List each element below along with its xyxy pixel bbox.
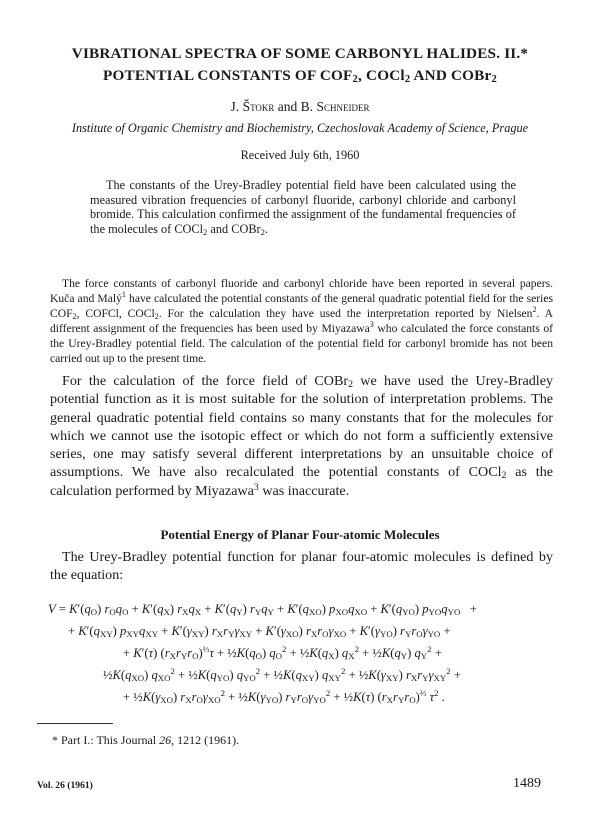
received-date: Received July 6th, 1960 [240,148,360,162]
body-paragraph: For the calculation of the force field of COBr$_2$ we have used the Urey-Bradley potential function as it is most suitable for the solution of interpretation problems. The general quadratic potential field contains so many constants that for the molecules for which we cannot use the isotopic effect or which do not form a sufficiently extensive series, one may satisfy several different interpretations by an unsuitable choice of assumptions. We have also recalculated the potential constants of COCl$_2$ as the calculation performed by Miyazawa$^3$ was inaccurate. [50,373,553,499]
equation-line-2: + $K'(q_{XY}) p_{XY}q_{XY} + K'(\gamma_{XY}) r_Xr_Y\gamma_{XY} + K'(\gamma_{XO}) r_Xr_O\gamma_{XO} + K'(\gamma_{YO}) r_Yr_O\gamma_{YO}$ + [68,624,451,639]
institution: Institute of Organic Chemistry and Biochemistry, Czechoslovak Academy of Science, Prague [71,121,529,135]
intro-paragraph: The force constants of carbonyl fluoride and carbonyl chloride have been reported in several papers. Kuča and Malý$^1$ have calculated the potential constants of the general quadratic potential field for the series $COF_2$, COFCl, COCl$_2$. For the calculation they have used the interpretation reported by Nielsen$^2$. A different assignment of the frequencies has been used by Miyazawa$^3$ who calculated the force constants of the Urey-Bradley potential field. The calculation of the potential field for carbonyl bromide has not been carried out up to the present time. [50,277,554,365]
abstract: The constants of the Urey-Bradley potential field have been calculated using the measured vibration frequencies of carbonyl fluoride, carbonyl chloride and carbonyl bromide. This calculation confirmed the assignment of the fundamental frequencies of the molecules of COCl$_2$ and COBr$_2$. [90,178,516,237]
authors: J. Štokr and B. Schneider [230,99,370,114]
footnote-rule [37,723,113,724]
journal-volume: Vol. 26 (1961) [37,780,93,791]
author-2: Schneider [316,99,370,114]
paper-title-line-2: POTENTIAL CONSTANTS OF $COF_2$, COCl$_2$ AND COBr$_2$ [103,67,497,85]
author-1: Štokr [242,99,275,114]
equation-line-3: + K′(τ) $(r_Xr_Yr_O)^{\frac{2}{3}}\tau$ + $\frac{1}{2}K(q_O) q_O^2$ + $\frac{1}{2}K(q_X) q_X^2$ + $\frac{1}{2}K(q_Y) q_Y^2$ + [123,644,442,661]
paper-title-line-1: VIBRATIONAL SPECTRA OF SOME CARBONYL HALIDES. II.* [71,45,529,62]
section-intro-paragraph: The Urey-Bradley potential function for planar four-atomic molecules is defined by the equation: [50,549,553,584]
page-number: 1489 [513,776,541,791]
footnote: * Part I.: This Journal 26, 1212 (1961). [52,733,240,747]
equation-line-1: $V = K'(q_O) r_Oq_O + K'(q_X) r_Xq_X + K'(q_Y) r_Yq_Y + K'(q_{XO}) p_{XO}q_{XO} + K'(q_{YO}) p_{YO}q_{YO}$ + [48,602,477,617]
equation-line-4: $\frac{1}{2}K(q_{XO}) q_{XO}^2$ + $\frac{1}{2}K(q_{YO}) q_{YO}^2$ + $\frac{1}{2}K(q_{XY}) q_{XY}^2$ + $\frac{1}{2}K(\gamma_{XY}) r_Xr_Y\gamma_{XY}^2$ + [103,666,461,683]
section-heading: Potential Energy of Planar Four-atomic Molecules [160,527,440,542]
equation-line-5: + $\frac{1}{2}K(\gamma_{XO}) r_Xr_O\gamma_{XO}^2$ + $\frac{1}{2}K(\gamma_{YO}) r_Yr_O\gamma_{YO}^2$ + ½K(τ) $(r_Xr_Yr_O)^{\frac{2}{3}}$ $\tau^2$ . [123,688,445,705]
